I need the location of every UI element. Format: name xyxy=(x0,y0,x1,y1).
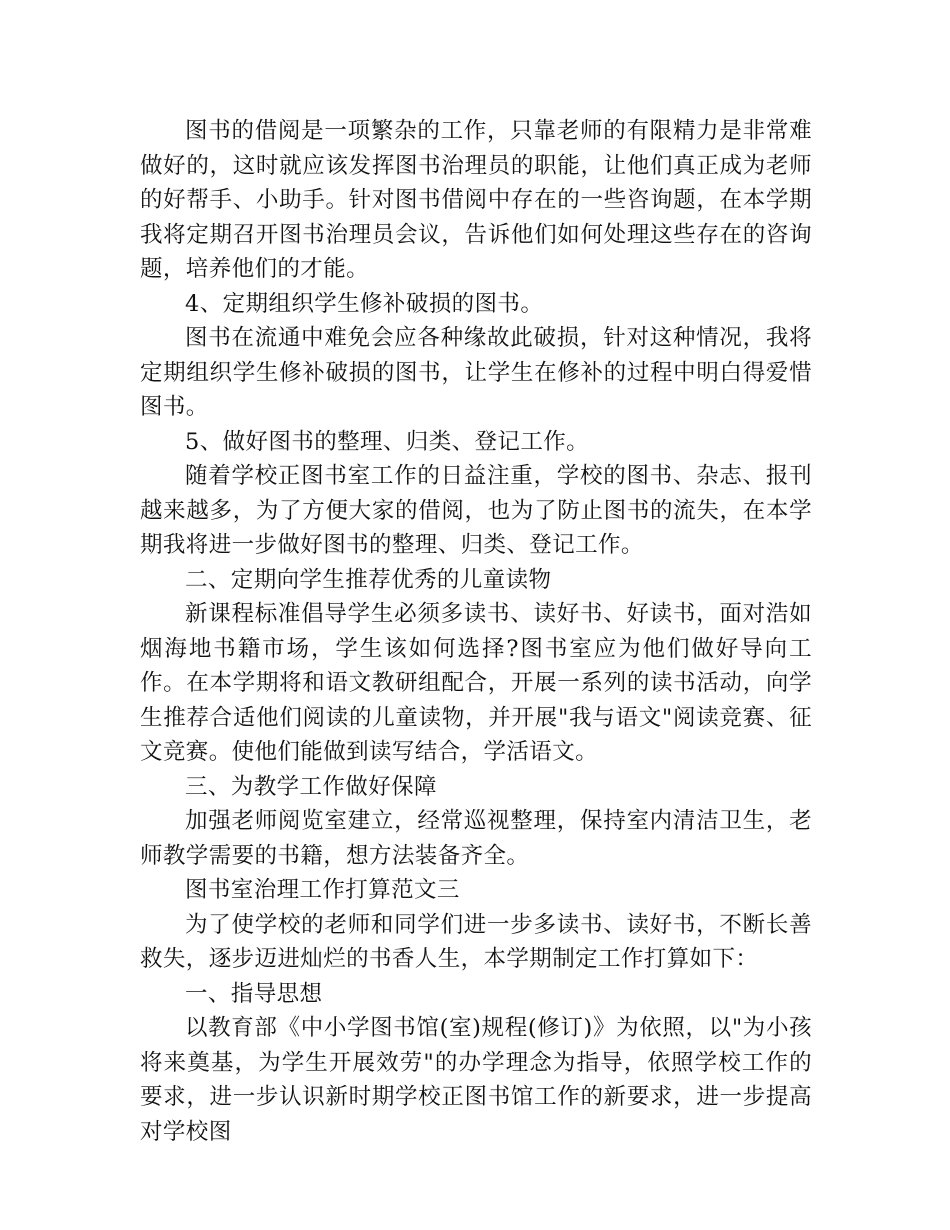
heading-teaching-support: 三、为教学工作做好保障 xyxy=(185,773,437,800)
heading-recommend-reading: 二、定期向学生推荐优秀的儿童读物 xyxy=(185,566,552,593)
heading-guiding-idea: 一、指导思想 xyxy=(185,980,323,1007)
paragraph-organize-books: 随着学校正图书室工作的日益注重，学校的图书、杂志、报刊越来越多，为了方便大家的借阅，也为了防止图书的流失，在本学期我将进一步做好图书的整理、归类、登记工作。 xyxy=(140,463,812,558)
paragraph-repair-books: 图书在流通中难免会应各种缘故此破损，针对这种情况，我将定期组织学生修补破损的图书，让学生在修补的过程中明白得爱惜图书。 xyxy=(140,325,812,420)
paragraph-library-borrowing: 图书的借阅是一项繁杂的工作，只靠老师的有限精力是非常难做好的，这时就应该发挥图书治理员的职能，让他们真正成为老师的好帮手、小助手。针对图书借阅中存在的一些咨询题，在本学期我将定期召开图书治理员会议，告诉他们如何处理这些存在的咨询题，培养他们的才能。 xyxy=(140,118,812,282)
paragraph-guiding-idea: 以教育部《中小学图书馆(室)规程(修订)》为依照，以"为小孩将来奠基，为学生开展效劳"的办学理念为指导，依照学校工作的要求，进一步认识新时期学校正图书馆工作的新要求，进一步提高对学校图 xyxy=(140,1015,812,1145)
heading-repair-books: 4、定期组织学生修补破损的图书。 xyxy=(185,290,544,317)
paragraph-teaching-support: 加强老师阅览室建立，经常巡视整理，保持室内清洁卫生，老师教学需要的书籍，想方法装备齐全。 xyxy=(140,808,812,869)
heading-organize-books: 5、做好图书的整理、归类、登记工作。 xyxy=(185,428,590,455)
document-body xyxy=(140,114,812,1149)
section-title-sample-three: 图书室治理工作打算范文三 xyxy=(185,877,460,903)
paragraph-recommend-reading: 新课程标准倡导学生必须多读书、读好书、好读书，面对浩如烟海地书籍市场，学生该如何选择?图书室应为他们做好导向工作。在本学期将和语文教研组配合，开展一系列的读书活动，向学生推荐合适他们阅读的儿童读物，并开展"我与语文"阅读竞赛、征文竞赛。使他们能做到读写结合，学活语文。 xyxy=(140,601,812,765)
paragraph-intro-plan: 为了使学校的老师和同学们进一步多读书、读好书，不断长善救失，逐步迈进灿烂的书香人生，本学期制定工作打算如下： xyxy=(140,911,812,972)
